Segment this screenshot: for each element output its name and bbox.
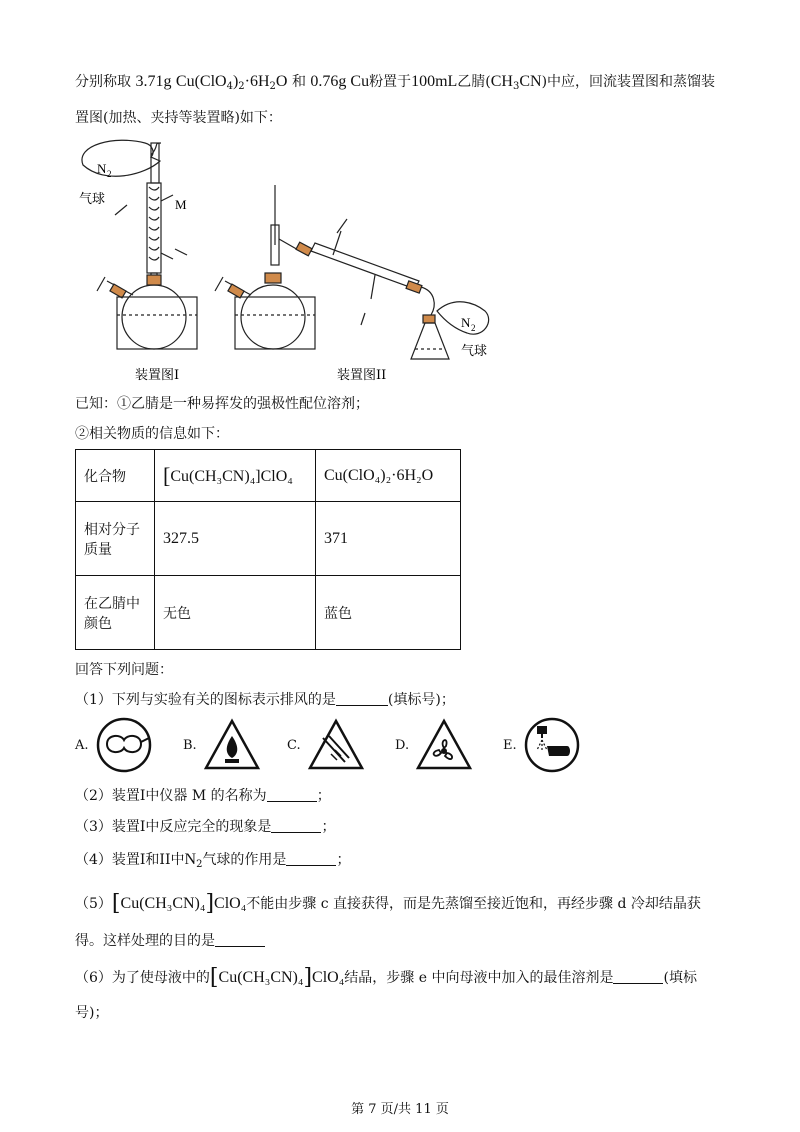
intro-line-2: 置图(加热、夹持等装置略)如下：: [75, 110, 282, 126]
table-row: [76, 450, 461, 502]
table-row: [76, 576, 461, 650]
goggles-icon: [95, 716, 153, 774]
hand-wash-icon: [523, 716, 581, 774]
n2-sub-1: 2: [107, 169, 112, 179]
balloon-label-2: 气球: [461, 344, 488, 359]
question-6: （6）为了使母液中的[Cu(CH₃CN)₄]ClO₄结晶，步骤 e 中向母液中加入的最佳溶剂是 (填标: [75, 965, 697, 990]
table-cell: 化合物: [76, 450, 155, 502]
m-label: M: [175, 197, 187, 212]
liebig-condenser: [311, 243, 419, 289]
option-d: D.: [395, 712, 473, 778]
icon-options: [75, 712, 615, 778]
intro-line-1: 分别称取 3.71g $Cu(ClO_4)_2\cdot 6H_2O$ 和 0.76g Cu粉置于100mL乙腈$(CH_3CN)$中应，回流装置图和蒸馏装: [75, 73, 716, 92]
known-line-2: ②相关物质的信息如下：: [75, 426, 229, 442]
question-6-cont: 号)；: [75, 1005, 109, 1021]
question-1: （1）下列与实验有关的图标表示排风的是 (填标号)；: [75, 692, 455, 708]
fan-exhaust-icon: [415, 718, 473, 772]
conical-flask: [411, 323, 449, 359]
apparatus-figure: [75, 135, 515, 395]
answer-prompt: 回答下列问题：: [75, 662, 173, 678]
option-b: B.: [183, 712, 261, 778]
table-cell: 无色: [155, 576, 316, 650]
question-4: （4）装置I和II中$N_2$气球的作用是 ；: [75, 851, 351, 870]
caption-2: 装置图II: [337, 368, 387, 383]
flame-warning-icon: [203, 718, 261, 772]
table-cell: Cu(ClO₄)₂·6H₂O: [316, 450, 461, 502]
option-c: C.: [287, 712, 365, 778]
n2-label-2: N: [461, 315, 471, 330]
balloon-label-1: 气球: [79, 192, 106, 207]
question-5: （5）[Cu(CH₃CN)₄]ClO₄不能由步骤 c 直接获得，而是先蒸馏至接近饱和，再经步骤 d 冷却结晶获: [75, 891, 701, 916]
table-cell: 蓝色: [316, 576, 461, 650]
option-a: A.: [75, 712, 153, 778]
known-line-1: 已知：①乙腈是一种易挥发的强极性配位溶剂；: [75, 396, 369, 412]
info-table: [75, 449, 461, 650]
table-cell: 327.5: [155, 502, 316, 576]
question-2: （2）装置I中仪器 M 的名称为 ；: [75, 788, 331, 804]
n2-label-1: N: [97, 161, 107, 176]
sharp-object-icon: [307, 718, 365, 772]
question-3: （3）装置I中反应完全的现象是 ；: [75, 819, 336, 835]
n2-balloon-1: [82, 140, 160, 176]
question-5-cont: 得。这样处理的目的是: [75, 931, 265, 951]
table-cell: 在乙腈中 颜色: [76, 576, 155, 650]
table-row: [76, 502, 461, 576]
apparatus-diagram: [75, 135, 515, 395]
n2-sub-2: 2: [471, 323, 476, 333]
table-cell: 371: [316, 502, 461, 576]
table-cell: [Cu(CH₃CN)₄]ClO₄: [155, 450, 316, 502]
table-cell: 相对分子 质量: [76, 502, 155, 576]
page-footer: 第 7 页/共 11 页: [351, 1102, 449, 1117]
caption-1: 装置图I: [135, 368, 180, 383]
option-e: E.: [503, 712, 581, 778]
